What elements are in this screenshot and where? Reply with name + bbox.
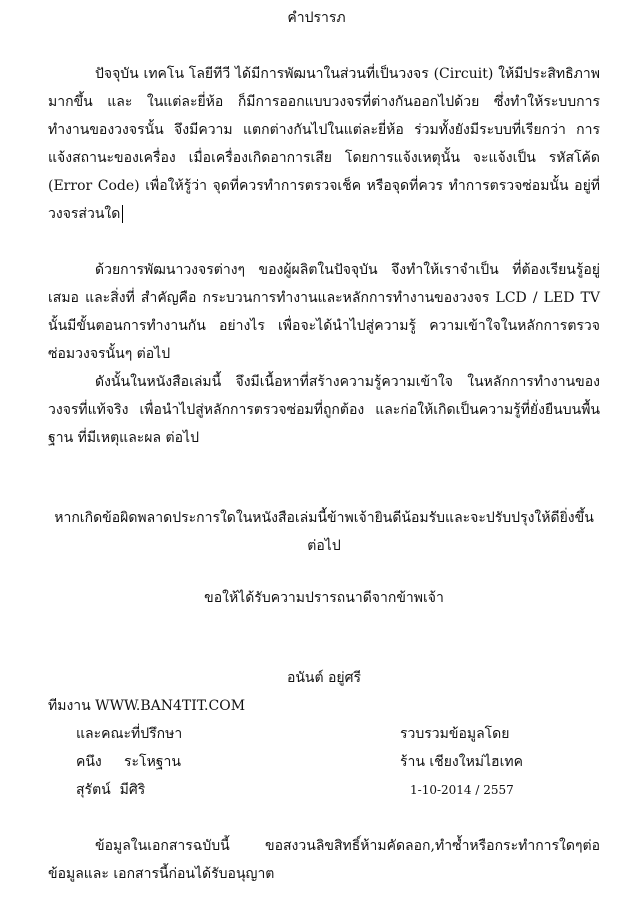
text-line: โดยการแจ้งเหตุนั้น จะแจ้งเป็น รหัสโค้ด (Error Code) เพื่อให้รู้ว่า จุดที่ควรทำการตรวจเช็ค หรือจุดที่ควร [48, 150, 600, 194]
text-line: ข้อมูลในเอกสารฉบับนี้ ขอสงวนลิขสิทธิ์ห้ามคัดลอก,ทำซ้ำหรือกระทำการใดๆต่อข้อมูลและ [48, 838, 600, 882]
text-line: อย่างไร เพื่อจะได้นำไปสู่ความรู้ ความเข้าใจในหลักการตรวจซ่อมวงจรนั้นๆ ต่อไป [48, 318, 600, 362]
copyright-notice [48, 832, 600, 888]
advisor-name: คนึง ระโหฐาน [76, 754, 181, 770]
advisor-name: สุรัตน์ มีศิริ [76, 782, 146, 798]
text-line: ในแต่ละยี่ห้อ ก็มีการออกแบบวงจรที่ต่างกันออกไปด้วย ซึ่งทำให้ระบบการทำงานของวงจรนั้น จึงมีความ [48, 94, 601, 138]
page-title: คำปรารภ [287, 10, 346, 26]
paragraph-1 [48, 60, 600, 228]
date-text: 1-10-2014 / 2557 [410, 783, 514, 797]
signature-section [48, 720, 600, 804]
text-line: ด้วยการพัฒนาวงจรต่างๆ ของผู้ผลิตในปัจจุบัน จึงทำให้เราจำเป็น ที่ต้องเรียนรู้อยู่เสมอ และสิ่งที่ [48, 262, 600, 306]
wish-text: ขอให้ได้รับความปรารถนาดีจากข้าพเจ้า [204, 590, 444, 606]
text-line: ปัจจุบัน เทคโน โลยีทีวี ได้มีการพัฒนาในส่วนที่เป็นวงจร (Circuit) ให้มีประสิทธิภาพมากขึ้น และ [48, 66, 600, 110]
text-line: แตกต่างกันไปในแต่ละยี่ห้อ ร่วมทั้งยังมีระบบที่เรียกว่า การแจ้งสถานะของเครื่อง เมื่อเครื่องเกิดอาการเสีย [48, 122, 600, 166]
compiler-info [400, 720, 600, 804]
paragraph-2 [48, 256, 600, 368]
paragraph-3 [48, 368, 600, 452]
text-line: ดังนั้นในหนังสือเล่มนี้ จึงมีเนื้อหาที่สร้างความรู้ความเข้าใจ ในหลักการทำงานของวงจรที่แท้จริง [48, 374, 600, 418]
compiled-by-label: รวบรวมข้อมูลโดย [400, 726, 510, 742]
advisors-heading: และคณะที่ปรึกษา [76, 726, 183, 742]
advisors [76, 720, 182, 804]
text-line-content: ทำการตรวจซ่อมนั้น อยู่ที่วงจรส่วนใด [48, 178, 600, 222]
text-line: เอกสารนี้ก่อนได้รับอนุญาต [113, 866, 275, 882]
text-line: สำคัญคือ กระบวนการทำงานและหลักการทำงานของวงจร LCD / LED TV นั้นมีขั้นตอนการทำงานกัน [48, 290, 600, 334]
text-line: เพื่อนำไปสู่หลักการตรวจซ่อมที่ถูกต้อง และก่อให้เกิดเป็นความรู้ที่ยั่งยืนบนพื้นฐาน ที่มีเหตุและผล ต่อไป [48, 402, 600, 446]
author-name: อนันต์ อยู่ศรี [286, 670, 362, 686]
shop-name: ร้าน เชียงใหม่ไฮเทค [400, 754, 523, 770]
text-cursor [122, 205, 123, 223]
apology-text: หากเกิดข้อผิดพลาดประการใดในหนังสือเล่มนี้ข้าพเจ้ายินดีน้อมรับและจะปรับปรุงให้ดียิ่งขึ้นต่อไป [54, 510, 594, 554]
team-text: ทีมงาน WWW.BAN4TIT.COM [48, 698, 246, 714]
